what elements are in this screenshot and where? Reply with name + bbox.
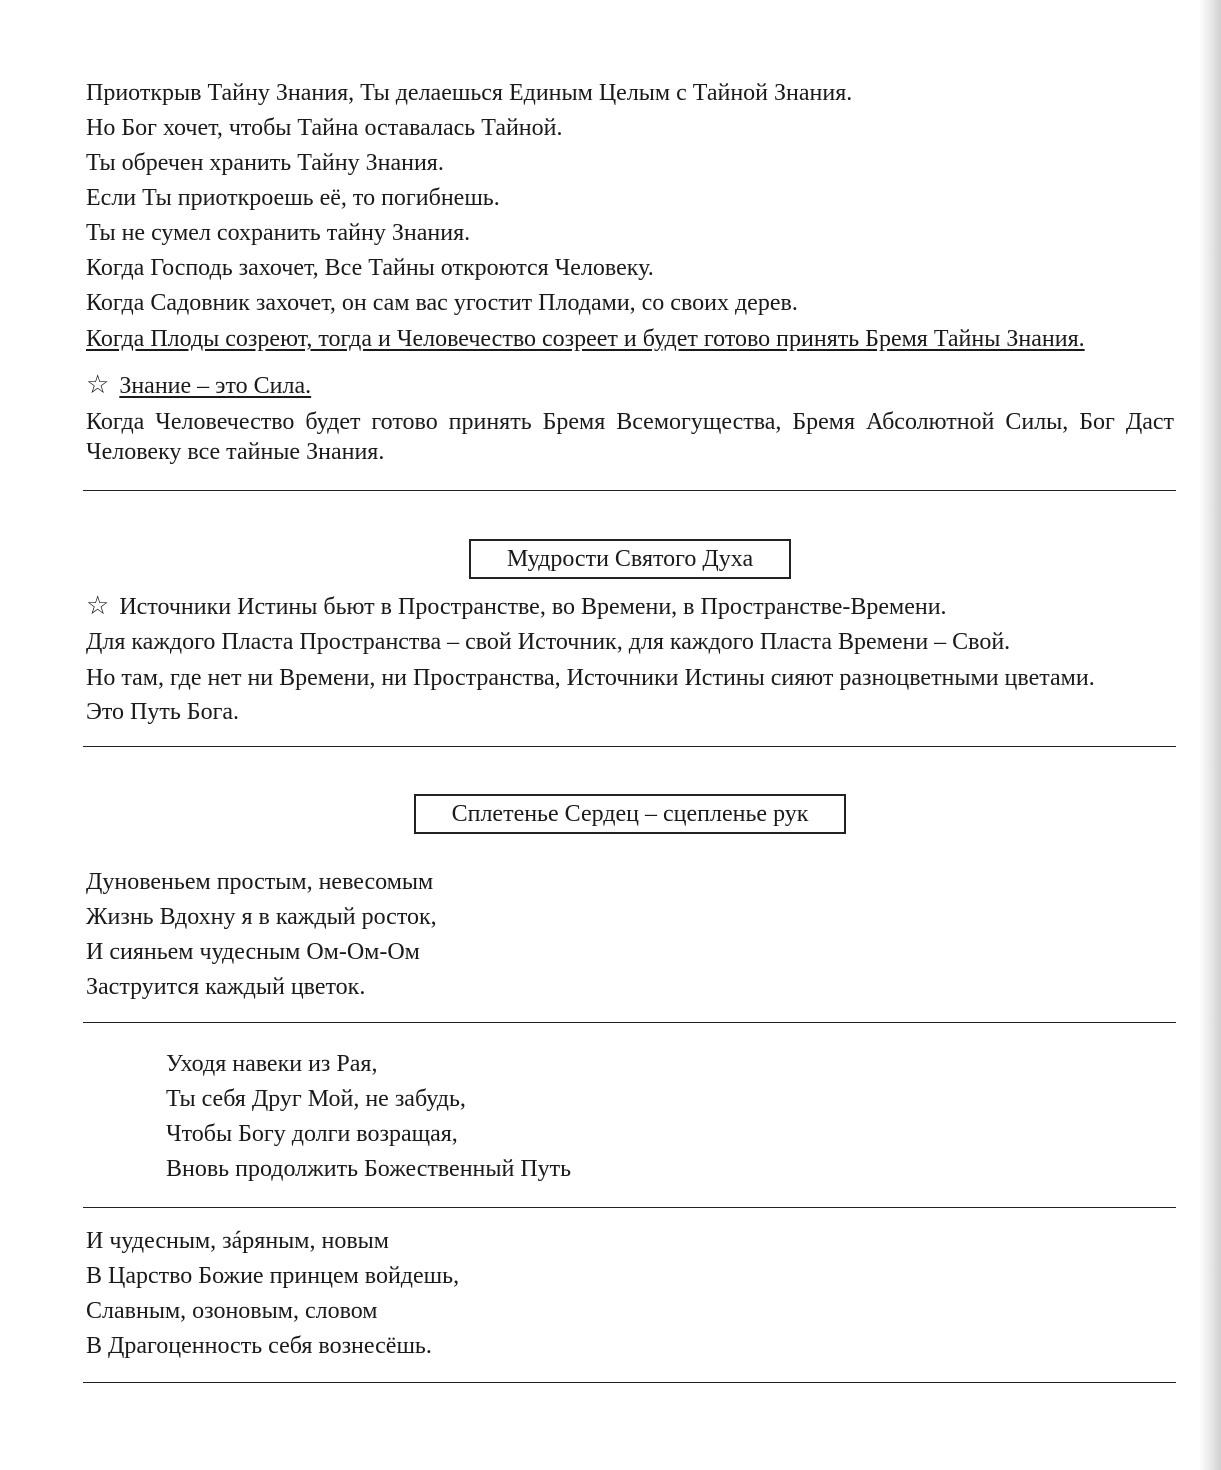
divider — [83, 490, 1176, 491]
text-line: Это Путь Бога. — [86, 699, 240, 725]
star-line — [86, 589, 1174, 625]
text-line: Ты не сумел сохранить тайну Знания. — [86, 220, 471, 246]
poem-line: Уходя навеки из Рая, — [166, 1051, 378, 1077]
poem-line: Славным, озоновым, словом — [86, 1298, 378, 1324]
text-line: Если Ты приоткроешь её, то погибнешь. — [86, 185, 500, 211]
poem-line: В Царство Божие принцем войдешь, — [86, 1263, 460, 1289]
text-line: Но Бог хочет, чтобы Тайна оставалась Тайной. — [86, 115, 563, 141]
star-heading-line — [86, 368, 1174, 404]
star-line-text: Источники Истины бьют в Пространстве, во Времени, в Пространстве-Времени. — [119, 594, 947, 620]
divider — [83, 746, 1176, 747]
page-edge-shadow — [1199, 0, 1221, 1470]
poem-line: Жизнь Вдохну я в каждый росток, — [86, 904, 437, 930]
star-heading-text: Знание – это Сила. — [119, 373, 312, 399]
poem-stanza-1 — [86, 865, 1174, 1005]
star-outline-icon: ☆ — [86, 370, 110, 400]
text-line: Ты обречен хранить Тайну Знания. — [86, 150, 444, 176]
divider — [83, 1382, 1176, 1383]
text-line: Для каждого Пласта Пространства – свой Источник, для каждого Пласта Времени – Свой. — [86, 629, 1011, 655]
divider — [83, 1207, 1176, 1208]
text-line: Когда Садовник захочет, он сам вас угостит Плодами, со своих дерев. — [86, 290, 798, 316]
text-line: Приоткрыв Тайну Знания, Ты делаешься Единым Целым с Тайной Знания. — [86, 80, 853, 106]
section-title-wrapper — [86, 794, 1174, 834]
poem-line: Дуновеньем простым, невесомым — [86, 869, 434, 895]
underlined-paragraph: Когда Плоды созреют, тогда и Человечество созреет и будет готово принять Бремя Тайны Знания. — [86, 326, 1085, 352]
poem-line: Вновь продолжить Божественный Путь — [166, 1156, 572, 1182]
section-title-wrapper — [86, 539, 1174, 579]
poem-line: Чтобы Богу долги возращая, — [166, 1121, 458, 1147]
section-wisdom — [86, 589, 1174, 730]
closing-paragraph: Когда Человечество будет готово принять Бремя Всемогущества, Бремя Абсолютной Силы, Бог Даст Человеку все тайные Знания. — [86, 409, 1174, 465]
section-title-box: Сплетенье Сердец – сцепленье рук — [414, 794, 847, 834]
poem-line: Ты себя Друг Мой, не забудь, — [166, 1086, 466, 1112]
poem-line: И сияньем чудесным Ом-Ом-Ом — [86, 939, 420, 965]
star-outline-icon: ☆ — [86, 591, 110, 621]
justified-paragraph: Но там, где нет ни Времени, ни Пространства, Источники Истины сияют разноцветными цветами. — [86, 665, 1095, 691]
poem-stanza-3 — [86, 1224, 1174, 1364]
text-line: Когда Господь захочет, Все Тайны откроются Человеку. — [86, 255, 654, 281]
poem-line: Заструится каждый цветок. — [86, 974, 366, 1000]
divider — [83, 1022, 1176, 1023]
poem-line: И чудесным, зáряным, новым — [86, 1228, 389, 1254]
document-page — [86, 76, 1174, 1383]
poem-stanza-2 — [86, 1047, 1174, 1187]
section-knowledge — [86, 76, 1174, 469]
poem-line: В Драгоценность себя вознесёшь. — [86, 1333, 432, 1359]
section-title-box: Мудрости Святого Духа — [469, 539, 791, 579]
